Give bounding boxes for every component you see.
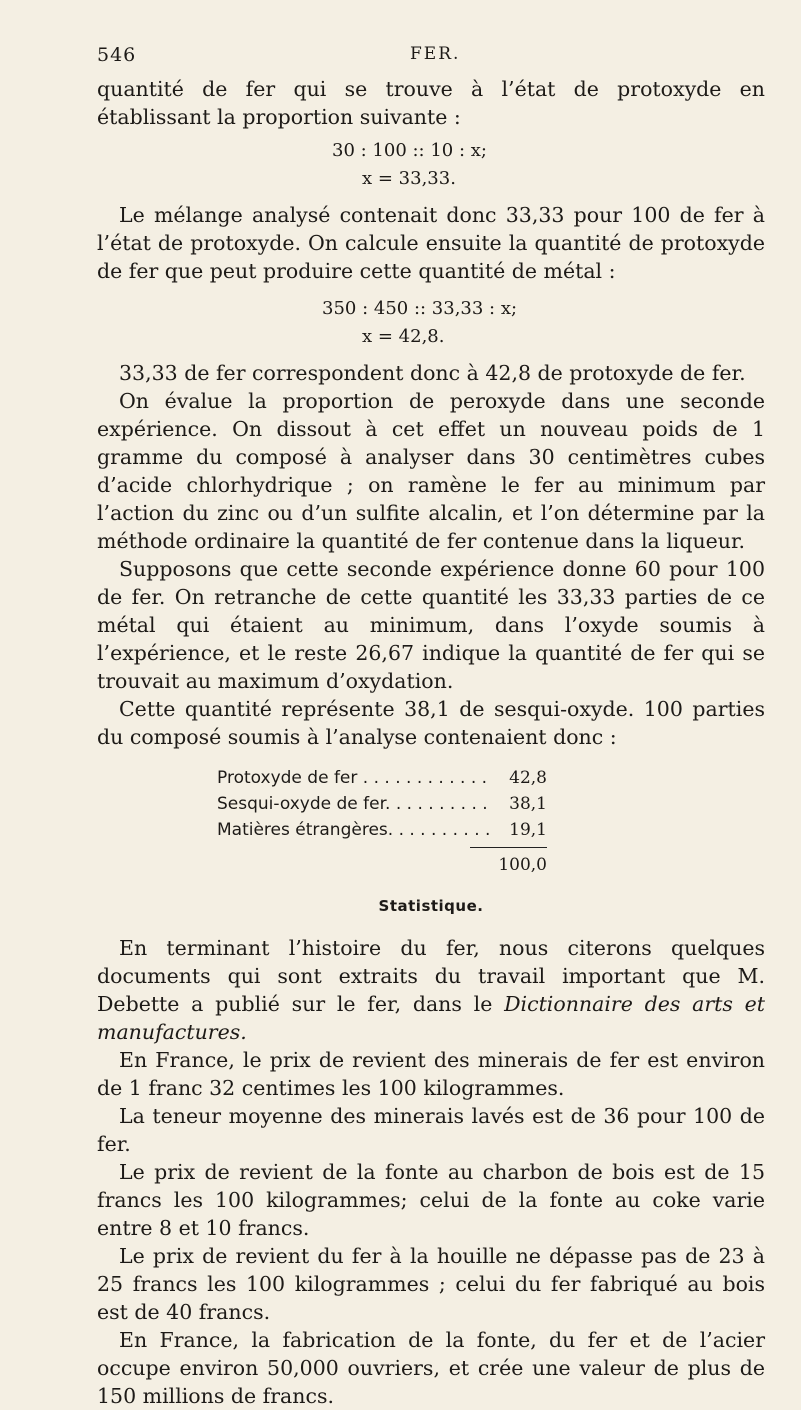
table-row: [217, 817, 547, 843]
paragraph: 33,33 de fer correspondent donc à 42,8 de protoxyde de fer.: [119, 361, 746, 385]
paragraph: La teneur moyenne des minerais lavés est de 36 pour 100 de fer.: [97, 1104, 765, 1156]
row-label: Sesqui-oxyde de fer. . . . . . . . . .: [217, 794, 488, 814]
equation: x = 33,33.: [362, 168, 456, 189]
page-body: [97, 75, 765, 1410]
paragraph: Le mélange analysé contenait donc 33,33 pour 100 de fer à l’état de protoxyde. On calcule ensuite la quantité de protoxyde de fer que peut produire cette quantité de métal :: [97, 203, 765, 283]
equation: 30 : 100 :: 10 : x;: [332, 140, 487, 161]
table-row: [217, 791, 547, 817]
table-total: 100,0: [498, 855, 547, 875]
row-label: Matières étrangères. . . . . . . . . .: [217, 820, 491, 840]
paragraph: Cette quantité représente 38,1 de sesqui-oxyde. 100 parties du composé soumis à l’analyse contenaient donc :: [97, 697, 765, 749]
paragraph: On évalue la proportion de peroxyde dans une seconde expérience. On dissout à cet effet un nouveau poids de 1 gramme du composé à analyser dans 30 centimètres cubes d’acide chlorhydrique ; on ramène le fer au minimum par l’action du zinc ou d’un sulfite alcalin, et l’on détermine par la méthode ordinaire la quantité de fer contenue dans la liqueur.: [97, 389, 765, 553]
paragraph: Le prix de revient du fer à la houille ne dépasse pas de 23 à 25 francs les 100 kilogrammes ; celui du fer fabriqué au bois est de 40 francs.: [97, 1244, 765, 1324]
equation: x = 42,8.: [362, 326, 445, 347]
table-row: [217, 765, 547, 791]
paragraph: En France, le prix de revient des minerais de fer est environ de 1 franc 32 centimes les 100 kilogrammes.: [97, 1048, 765, 1100]
equation: 350 : 450 :: 33,33 : x;: [322, 298, 518, 319]
book-title: Dictionnaire des arts et manufactures.: [97, 992, 765, 1044]
paragraph: Le prix de revient de la fonte au charbon de bois est de 15 francs les 100 kilogrammes; celui de la fonte au coke varie entre 8 et 10 francs.: [97, 1160, 765, 1240]
page-header: [97, 44, 761, 72]
running-head: FER.: [410, 44, 461, 64]
paragraph: quantité de fer qui se trouve à l’état de protoxyde en établissant la proportion suivante :: [97, 77, 765, 129]
row-value: 38,1: [509, 794, 547, 814]
composition-table: [217, 765, 547, 878]
paragraph: En France, la fabrication de la fonte, du fer et de l’acier occupe environ 50,000 ouvriers, et crée une valeur de plus de 150 millions de francs.: [97, 1328, 765, 1408]
row-value: 19,1: [509, 820, 547, 840]
paragraph: Supposons que cette seconde expérience donne 60 pour 100 de fer. On retranche de cette quantité les 33,33 parties de ce métal qui étaient au minimum, dans l’oxyde soumis à l’expérience, et le reste 26,67 indique la quantité de fer qui se trouvait au maximum d’oxydation.: [97, 557, 765, 693]
page-number: 546: [97, 44, 137, 66]
paragraph: [97, 934, 765, 1046]
row-value: 42,8: [509, 768, 547, 788]
section-title: Statistique.: [378, 897, 484, 915]
row-label: Protoxyde de fer . . . . . . . . . . . .: [217, 768, 488, 788]
sum-rule: [470, 847, 547, 848]
paragraph-text: En terminant l’histoire du fer, nous citerons quelques documents qui sont extraits du travail important que M. Debette a publié sur le fer, dans le: [97, 936, 765, 1016]
